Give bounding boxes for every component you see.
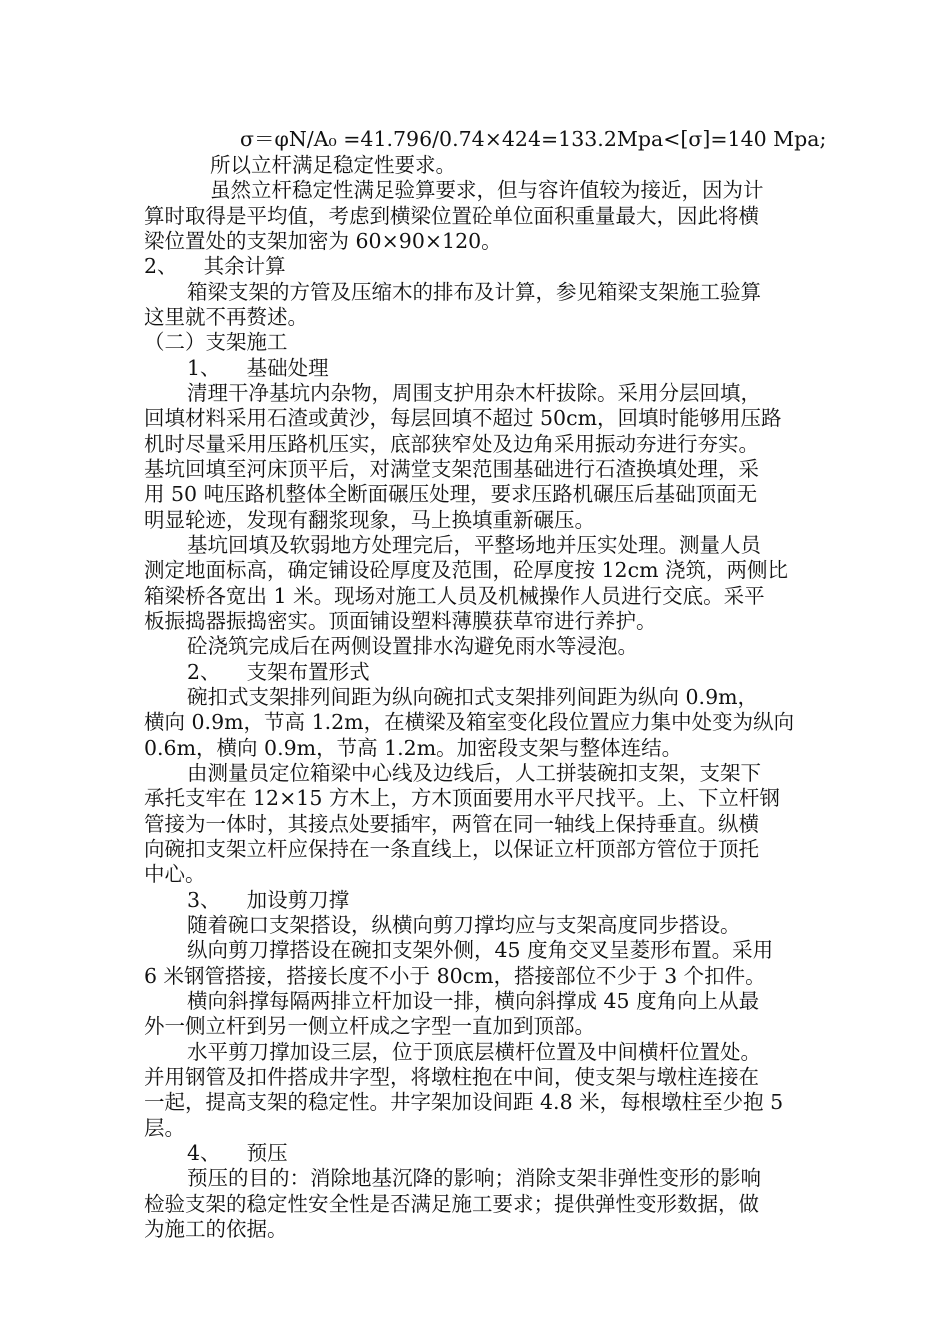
- paragraph-line: 测定地面标高，确定铺设砼厚度及范围，砼厚度按 12cm 浇筑，两侧比: [144, 558, 789, 582]
- paragraph-line: 6 米钢管搭接，搭接长度不小于 80cm，搭接部位不少于 3 个扣件。: [144, 964, 766, 988]
- section-heading: 2、 支架布置形式: [187, 660, 370, 684]
- paragraph-line: 虽然立杆稳定性满足验算要求，但与容许值较为接近，因为计: [210, 178, 764, 202]
- section-heading: 1、 基础处理: [187, 356, 329, 380]
- paragraph-line: 箱梁桥各宽出 1 米。现场对施工人员及机械操作人员进行交底。采平: [144, 584, 765, 608]
- paragraph-line: 回填材料采用石渣或黄沙，每层回填不超过 50cm，回填时能够用压路: [144, 406, 782, 430]
- paragraph-line: 机时尽量采用压路机压实，底部狭窄处及边角采用振动夯进行夯实。: [144, 432, 759, 456]
- formula-line: σ＝φN/A₀ =41.796/0.74×424=133.2Mpa<[σ]=140 Mpa;: [240, 127, 827, 151]
- section-heading: 3、 加设剪刀撑: [187, 888, 350, 912]
- paragraph-line: 由测量员定位箱梁中心线及边线后，人工拼装碗扣支架，支架下: [187, 761, 761, 785]
- paragraph-line: 管接为一体时，其接点处要插牢，两管在同一轴线上保持垂直。纵横: [144, 812, 759, 836]
- paragraph-line: 箱梁支架的方管及压缩木的排布及计算，参见箱梁支架施工验算: [187, 280, 761, 304]
- paragraph-line: 向碗扣支架立杆应保持在一条直线上，以保证立杆顶部方管位于顶托: [144, 837, 759, 861]
- paragraph-line: 预压的目的：消除地基沉降的影响；消除支架非弹性变形的影响: [187, 1166, 761, 1190]
- section-heading: （二）支架施工: [144, 330, 288, 354]
- paragraph-line: 层。: [144, 1116, 185, 1140]
- paragraph-line: 梁位置处的支架加密为 60×90×120。: [144, 229, 502, 253]
- paragraph-line: 横向斜撑每隔两排立杆加设一排，横向斜撑成 45 度角向上从最: [187, 989, 760, 1013]
- paragraph-line: 横向 0.9m，节高 1.2m，在横梁及箱室变化段位置应力集中处变为纵向: [144, 710, 795, 734]
- paragraph-line: 随着碗口支架搭设，纵横向剪刀撑均应与支架高度同步搭设。: [187, 913, 741, 937]
- paragraph-line: 基坑回填至河床顶平后，对满堂支架范围基础进行石渣换填处理，采: [144, 457, 759, 481]
- paragraph-line: 碗扣式支架排列间距为纵向碗扣式支架排列间距为纵向 0.9m，: [187, 685, 759, 709]
- paragraph-line: 承托支牢在 12×15 方木上，方木顶面要用水平尺找平。上、下立杆钢: [144, 786, 780, 810]
- paragraph-line: 板振捣器振捣密实。顶面铺设塑料薄膜获草帘进行养护。: [144, 609, 657, 633]
- paragraph-line: 砼浇筑完成后在两侧设置排水沟避免雨水等浸泡。: [187, 634, 638, 658]
- paragraph-line: 这里就不再赘述。: [144, 305, 308, 329]
- section-heading: 4、 预压: [187, 1141, 288, 1165]
- paragraph-line: 水平剪刀撑加设三层，位于顶底层横杆位置及中间横杆位置处。: [187, 1040, 761, 1064]
- paragraph-line: 基坑回填及软弱地方处理完后，平整场地并压实处理。测量人员: [187, 533, 761, 557]
- paragraph-line: 0.6m，横向 0.9m，节高 1.2m。加密段支架与整体连结。: [144, 736, 683, 760]
- paragraph-line: 为施工的依据。: [144, 1217, 288, 1241]
- paragraph-line: 并用钢管及扣件搭成井字型，将墩柱抱在中间，使支架与墩柱连接在: [144, 1065, 759, 1089]
- paragraph-line: 外一侧立杆到另一侧立杆成之字型一直加到顶部。: [144, 1014, 595, 1038]
- paragraph-line: 明显轮迹，发现有翻浆现象，马上换填重新碾压。: [144, 508, 595, 532]
- paragraph-line: 清理干净基坑内杂物，周围支护用杂木杆拔除。采用分层回填，: [187, 381, 761, 405]
- paragraph-line: 算时取得是平均值，考虑到横梁位置砼单位面积重量最大，因此将横: [144, 204, 759, 228]
- paragraph-line: 中心。: [144, 862, 206, 886]
- paragraph-line: 纵向剪刀撑搭设在碗扣支架外侧，45 度角交叉呈菱形布置。采用: [187, 938, 774, 962]
- paragraph-line: 一起，提高支架的稳定性。井字架加设间距 4.8 米，每根墩柱至少抱 5: [144, 1090, 784, 1114]
- section-heading: 2、 其余计算: [144, 254, 286, 278]
- paragraph-line: 所以立杆满足稳定性要求。: [210, 153, 456, 177]
- paragraph-line: 检验支架的稳定性安全性是否满足施工要求；提供弹性变形数据，做: [144, 1192, 759, 1216]
- paragraph-line: 用 50 吨压路机整体全断面碾压处理，要求压路机碾压后基础顶面无: [144, 482, 758, 506]
